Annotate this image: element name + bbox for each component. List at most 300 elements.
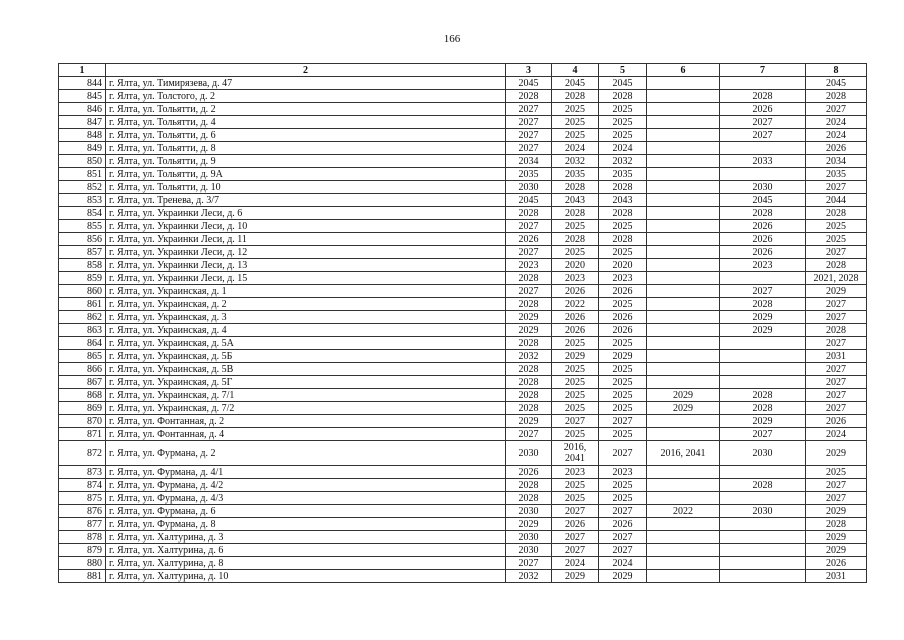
address-cell: г. Ялта, ул. Украинки Леси, д. 11 bbox=[106, 233, 506, 246]
col4-cell: 2043 bbox=[552, 194, 599, 207]
address-cell: г. Ялта, ул. Украинская, д. 3 bbox=[106, 311, 506, 324]
col8-cell: 2027 bbox=[806, 402, 867, 415]
col3-cell: 2027 bbox=[506, 285, 552, 298]
row-number-cell: 851 bbox=[59, 168, 106, 181]
col7-cell bbox=[720, 531, 806, 544]
col7-cell: 2028 bbox=[720, 389, 806, 402]
col8-cell: 2029 bbox=[806, 531, 867, 544]
col3-cell: 2027 bbox=[506, 428, 552, 441]
col5-cell: 2028 bbox=[599, 233, 647, 246]
row-number-cell: 848 bbox=[59, 129, 106, 142]
col5-cell: 2028 bbox=[599, 90, 647, 103]
col3-cell: 2032 bbox=[506, 350, 552, 363]
col4-cell: 2029 bbox=[552, 350, 599, 363]
col4-cell: 2026 bbox=[552, 285, 599, 298]
col7-cell bbox=[720, 337, 806, 350]
col4-cell: 2016, 2041 bbox=[552, 441, 599, 466]
col8-cell: 2028 bbox=[806, 324, 867, 337]
table-row bbox=[59, 168, 867, 181]
col5-cell: 2027 bbox=[599, 505, 647, 518]
address-cell: г. Ялта, ул. Украинская, д. 7/1 bbox=[106, 389, 506, 402]
address-cell: г. Ялта, ул. Фурмана, д. 4/1 bbox=[106, 466, 506, 479]
col3-cell: 2032 bbox=[506, 570, 552, 583]
col6-cell bbox=[647, 518, 720, 531]
address-cell: г. Ялта, ул. Тольятти, д. 9 bbox=[106, 155, 506, 168]
address-cell: г. Ялта, ул. Украинки Леси, д. 6 bbox=[106, 207, 506, 220]
col3-cell: 2028 bbox=[506, 479, 552, 492]
col8-cell: 2027 bbox=[806, 103, 867, 116]
table-row bbox=[59, 492, 867, 505]
col8-cell: 2028 bbox=[806, 259, 867, 272]
address-cell: г. Ялта, ул. Толстого, д. 2 bbox=[106, 90, 506, 103]
col4-cell: 2026 bbox=[552, 324, 599, 337]
row-number-cell: 865 bbox=[59, 350, 106, 363]
col4-cell: 2023 bbox=[552, 272, 599, 285]
col5-cell: 2024 bbox=[599, 142, 647, 155]
table-row bbox=[59, 466, 867, 479]
address-cell: г. Ялта, ул. Тольятти, д. 8 bbox=[106, 142, 506, 155]
col6-cell bbox=[647, 363, 720, 376]
col8-cell: 2024 bbox=[806, 428, 867, 441]
col6-cell bbox=[647, 544, 720, 557]
col3-cell: 2026 bbox=[506, 233, 552, 246]
col5-cell: 2025 bbox=[599, 492, 647, 505]
col6-cell bbox=[647, 285, 720, 298]
col8-cell: 2027 bbox=[806, 479, 867, 492]
col3-cell: 2028 bbox=[506, 363, 552, 376]
table-row bbox=[59, 77, 867, 90]
col8-cell: 2027 bbox=[806, 298, 867, 311]
col4-cell: 2025 bbox=[552, 428, 599, 441]
col7-cell bbox=[720, 466, 806, 479]
col6-cell bbox=[647, 129, 720, 142]
table-row bbox=[59, 298, 867, 311]
col6-cell bbox=[647, 233, 720, 246]
col4-cell: 2028 bbox=[552, 90, 599, 103]
col3-cell: 2028 bbox=[506, 90, 552, 103]
address-cell: г. Ялта, ул. Тольятти, д. 10 bbox=[106, 181, 506, 194]
table-body bbox=[59, 77, 867, 583]
col8-cell: 2044 bbox=[806, 194, 867, 207]
col3-cell: 2027 bbox=[506, 142, 552, 155]
col7-cell: 2028 bbox=[720, 402, 806, 415]
row-number-cell: 879 bbox=[59, 544, 106, 557]
col7-cell: 2027 bbox=[720, 428, 806, 441]
col7-cell: 2027 bbox=[720, 129, 806, 142]
col8-cell: 2034 bbox=[806, 155, 867, 168]
col6-cell bbox=[647, 466, 720, 479]
row-number-cell: 870 bbox=[59, 415, 106, 428]
row-number-cell: 868 bbox=[59, 389, 106, 402]
col7-cell bbox=[720, 272, 806, 285]
row-number-cell: 880 bbox=[59, 557, 106, 570]
col8-cell: 2031 bbox=[806, 570, 867, 583]
address-cell: г. Ялта, ул. Фурмана, д. 8 bbox=[106, 518, 506, 531]
col8-cell: 2029 bbox=[806, 544, 867, 557]
row-number-cell: 855 bbox=[59, 220, 106, 233]
col3-cell: 2027 bbox=[506, 103, 552, 116]
address-cell: г. Ялта, ул. Украинская, д. 5В bbox=[106, 363, 506, 376]
table-row bbox=[59, 181, 867, 194]
col4-cell: 2025 bbox=[552, 129, 599, 142]
col6-cell bbox=[647, 428, 720, 441]
col4-cell: 2026 bbox=[552, 518, 599, 531]
col6-cell bbox=[647, 168, 720, 181]
col5-cell: 2029 bbox=[599, 570, 647, 583]
row-number-cell: 852 bbox=[59, 181, 106, 194]
col5-cell: 2025 bbox=[599, 428, 647, 441]
table-row bbox=[59, 246, 867, 259]
col3-cell: 2028 bbox=[506, 376, 552, 389]
col5-cell: 2025 bbox=[599, 220, 647, 233]
col6-cell bbox=[647, 142, 720, 155]
col6-cell bbox=[647, 194, 720, 207]
col7-cell bbox=[720, 77, 806, 90]
col3-cell: 2028 bbox=[506, 389, 552, 402]
address-cell: г. Ялта, ул. Халтурина, д. 6 bbox=[106, 544, 506, 557]
col8-cell: 2028 bbox=[806, 518, 867, 531]
address-cell: г. Ялта, ул. Украинки Леси, д. 13 bbox=[106, 259, 506, 272]
col5-cell: 2029 bbox=[599, 350, 647, 363]
col8-cell: 2028 bbox=[806, 207, 867, 220]
table-row bbox=[59, 285, 867, 298]
table-row bbox=[59, 415, 867, 428]
row-number-cell: 877 bbox=[59, 518, 106, 531]
col6-cell bbox=[647, 311, 720, 324]
row-number-cell: 881 bbox=[59, 570, 106, 583]
col4-cell: 2025 bbox=[552, 492, 599, 505]
col5-cell: 2045 bbox=[599, 77, 647, 90]
col5-cell: 2025 bbox=[599, 363, 647, 376]
table-row bbox=[59, 479, 867, 492]
col8-cell: 2027 bbox=[806, 246, 867, 259]
col7-cell bbox=[720, 492, 806, 505]
row-number-cell: 878 bbox=[59, 531, 106, 544]
row-number-cell: 857 bbox=[59, 246, 106, 259]
col3-cell: 2029 bbox=[506, 415, 552, 428]
address-cell: г. Ялта, ул. Тольятти, д. 6 bbox=[106, 129, 506, 142]
row-number-cell: 860 bbox=[59, 285, 106, 298]
col4-cell: 2024 bbox=[552, 557, 599, 570]
address-cell: г. Ялта, ул. Фонтанная, д. 2 bbox=[106, 415, 506, 428]
col7-cell: 2029 bbox=[720, 311, 806, 324]
col4-cell: 2023 bbox=[552, 466, 599, 479]
address-cell: г. Ялта, ул. Фурмана, д. 4/3 bbox=[106, 492, 506, 505]
col3-cell: 2045 bbox=[506, 77, 552, 90]
col3-cell: 2030 bbox=[506, 181, 552, 194]
table-row bbox=[59, 544, 867, 557]
col7-cell: 2033 bbox=[720, 155, 806, 168]
row-number-cell: 872 bbox=[59, 441, 106, 466]
col5-cell: 2020 bbox=[599, 259, 647, 272]
col4-cell: 2025 bbox=[552, 376, 599, 389]
address-cell: г. Ялта, ул. Фонтанная, д. 4 bbox=[106, 428, 506, 441]
address-cell: г. Ялта, ул. Халтурина, д. 8 bbox=[106, 557, 506, 570]
table-row bbox=[59, 194, 867, 207]
col3-cell: 2027 bbox=[506, 220, 552, 233]
table-row bbox=[59, 402, 867, 415]
table-row bbox=[59, 363, 867, 376]
table-row bbox=[59, 441, 867, 466]
col5-cell: 2025 bbox=[599, 389, 647, 402]
col4-cell: 2025 bbox=[552, 479, 599, 492]
col7-cell bbox=[720, 544, 806, 557]
address-cell: г. Ялта, ул. Тренева, д. 3/7 bbox=[106, 194, 506, 207]
address-cell: г. Ялта, ул. Тольятти, д. 9А bbox=[106, 168, 506, 181]
col5-cell: 2025 bbox=[599, 246, 647, 259]
col7-cell bbox=[720, 168, 806, 181]
col5-cell: 2024 bbox=[599, 557, 647, 570]
address-cell: г. Ялта, ул. Халтурина, д. 10 bbox=[106, 570, 506, 583]
row-number-cell: 862 bbox=[59, 311, 106, 324]
col7-cell: 2029 bbox=[720, 415, 806, 428]
col5-cell: 2025 bbox=[599, 298, 647, 311]
address-cell: г. Ялта, ул. Украинки Леси, д. 12 bbox=[106, 246, 506, 259]
col4-cell: 2035 bbox=[552, 168, 599, 181]
table-row bbox=[59, 570, 867, 583]
col4-cell: 2029 bbox=[552, 570, 599, 583]
row-number-cell: 854 bbox=[59, 207, 106, 220]
col4-cell: 2022 bbox=[552, 298, 599, 311]
col4-cell: 2025 bbox=[552, 337, 599, 350]
col5-cell: 2027 bbox=[599, 544, 647, 557]
col4-cell: 2025 bbox=[552, 363, 599, 376]
col3-cell: 2028 bbox=[506, 207, 552, 220]
col5-cell: 2025 bbox=[599, 103, 647, 116]
col3-cell: 2027 bbox=[506, 557, 552, 570]
table-row bbox=[59, 389, 867, 402]
col7-cell bbox=[720, 518, 806, 531]
col6-cell bbox=[647, 181, 720, 194]
col7-cell: 2028 bbox=[720, 90, 806, 103]
col5-cell: 2027 bbox=[599, 441, 647, 466]
table-row bbox=[59, 531, 867, 544]
table-row bbox=[59, 557, 867, 570]
address-cell: г. Ялта, ул. Украинская, д. 1 bbox=[106, 285, 506, 298]
row-number-cell: 845 bbox=[59, 90, 106, 103]
col4-cell: 2028 bbox=[552, 233, 599, 246]
col4-cell: 2025 bbox=[552, 103, 599, 116]
col6-cell: 2016, 2041 bbox=[647, 441, 720, 466]
col5-cell: 2025 bbox=[599, 479, 647, 492]
address-cell: г. Ялта, ул. Фурмана, д. 4/2 bbox=[106, 479, 506, 492]
col6-cell: 2029 bbox=[647, 402, 720, 415]
col6-cell: 2022 bbox=[647, 505, 720, 518]
col8-cell: 2027 bbox=[806, 389, 867, 402]
col4-cell: 2025 bbox=[552, 389, 599, 402]
col8-cell: 2029 bbox=[806, 441, 867, 466]
col3-cell: 2028 bbox=[506, 492, 552, 505]
header-cell: 5 bbox=[599, 64, 647, 77]
col5-cell: 2026 bbox=[599, 324, 647, 337]
address-cell: г. Ялта, ул. Украинская, д. 2 bbox=[106, 298, 506, 311]
col7-cell: 2028 bbox=[720, 207, 806, 220]
col3-cell: 2028 bbox=[506, 298, 552, 311]
row-number-cell: 861 bbox=[59, 298, 106, 311]
col7-cell: 2028 bbox=[720, 298, 806, 311]
header-cell: 6 bbox=[647, 64, 720, 77]
col4-cell: 2027 bbox=[552, 505, 599, 518]
address-cell: г. Ялта, ул. Украинская, д. 4 bbox=[106, 324, 506, 337]
page-number: 166 bbox=[443, 33, 461, 45]
col6-cell bbox=[647, 90, 720, 103]
table-row bbox=[59, 505, 867, 518]
table-row bbox=[59, 155, 867, 168]
col6-cell bbox=[647, 77, 720, 90]
col5-cell: 2023 bbox=[599, 466, 647, 479]
table-row bbox=[59, 116, 867, 129]
header-cell: 2 bbox=[106, 64, 506, 77]
col3-cell: 2028 bbox=[506, 337, 552, 350]
col6-cell bbox=[647, 220, 720, 233]
header-cell: 7 bbox=[720, 64, 806, 77]
col8-cell: 2027 bbox=[806, 311, 867, 324]
col5-cell: 2026 bbox=[599, 311, 647, 324]
address-cell: г. Ялта, ул. Украинская, д. 5Б bbox=[106, 350, 506, 363]
col3-cell: 2029 bbox=[506, 518, 552, 531]
col4-cell: 2025 bbox=[552, 220, 599, 233]
col5-cell: 2023 bbox=[599, 272, 647, 285]
col7-cell: 2026 bbox=[720, 103, 806, 116]
row-number-cell: 844 bbox=[59, 77, 106, 90]
col7-cell: 2026 bbox=[720, 246, 806, 259]
col7-cell: 2030 bbox=[720, 505, 806, 518]
row-number-cell: 875 bbox=[59, 492, 106, 505]
col8-cell: 2045 bbox=[806, 77, 867, 90]
col3-cell: 2030 bbox=[506, 505, 552, 518]
address-cell: г. Ялта, ул. Халтурина, д. 3 bbox=[106, 531, 506, 544]
address-cell: г. Ялта, ул. Фурмана, д. 6 bbox=[106, 505, 506, 518]
col4-cell: 2027 bbox=[552, 544, 599, 557]
col7-cell: 2026 bbox=[720, 233, 806, 246]
col5-cell: 2025 bbox=[599, 116, 647, 129]
address-cell: г. Ялта, ул. Украинская, д. 5А bbox=[106, 337, 506, 350]
col4-cell: 2025 bbox=[552, 116, 599, 129]
col5-cell: 2035 bbox=[599, 168, 647, 181]
col4-cell: 2025 bbox=[552, 402, 599, 415]
col5-cell: 2026 bbox=[599, 518, 647, 531]
header-cell: 3 bbox=[506, 64, 552, 77]
col5-cell: 2043 bbox=[599, 194, 647, 207]
col7-cell bbox=[720, 570, 806, 583]
col3-cell: 2030 bbox=[506, 544, 552, 557]
row-number-cell: 859 bbox=[59, 272, 106, 285]
row-number-cell: 858 bbox=[59, 259, 106, 272]
col8-cell: 2026 bbox=[806, 415, 867, 428]
row-number-cell: 856 bbox=[59, 233, 106, 246]
address-cell: г. Ялта, ул. Тимирязева, д. 47 bbox=[106, 77, 506, 90]
col7-cell: 2029 bbox=[720, 324, 806, 337]
col8-cell: 2024 bbox=[806, 129, 867, 142]
col7-cell: 2026 bbox=[720, 220, 806, 233]
table-row bbox=[59, 142, 867, 155]
col6-cell bbox=[647, 103, 720, 116]
col7-cell bbox=[720, 557, 806, 570]
col6-cell bbox=[647, 116, 720, 129]
table-row bbox=[59, 324, 867, 337]
col5-cell: 2032 bbox=[599, 155, 647, 168]
col3-cell: 2029 bbox=[506, 324, 552, 337]
col6-cell bbox=[647, 298, 720, 311]
col3-cell: 2027 bbox=[506, 129, 552, 142]
row-number-cell: 866 bbox=[59, 363, 106, 376]
register-table bbox=[58, 63, 867, 583]
table-row bbox=[59, 207, 867, 220]
table-row bbox=[59, 129, 867, 142]
col3-cell: 2023 bbox=[506, 259, 552, 272]
header-cell: 8 bbox=[806, 64, 867, 77]
col8-cell: 2021, 2028 bbox=[806, 272, 867, 285]
col7-cell: 2030 bbox=[720, 181, 806, 194]
col8-cell: 2026 bbox=[806, 557, 867, 570]
table-row bbox=[59, 103, 867, 116]
col8-cell: 2029 bbox=[806, 285, 867, 298]
address-cell: г. Ялта, ул. Тольятти, д. 4 bbox=[106, 116, 506, 129]
col8-cell: 2025 bbox=[806, 220, 867, 233]
col8-cell: 2035 bbox=[806, 168, 867, 181]
table-row bbox=[59, 233, 867, 246]
col4-cell: 2024 bbox=[552, 142, 599, 155]
col6-cell bbox=[647, 415, 720, 428]
col8-cell: 2031 bbox=[806, 350, 867, 363]
col6-cell bbox=[647, 531, 720, 544]
col6-cell bbox=[647, 246, 720, 259]
row-number-cell: 873 bbox=[59, 466, 106, 479]
col4-cell: 2027 bbox=[552, 415, 599, 428]
table-row bbox=[59, 428, 867, 441]
col7-cell: 2027 bbox=[720, 285, 806, 298]
col8-cell: 2027 bbox=[806, 492, 867, 505]
table-row bbox=[59, 518, 867, 531]
col3-cell: 2029 bbox=[506, 311, 552, 324]
col4-cell: 2025 bbox=[552, 246, 599, 259]
table-row bbox=[59, 337, 867, 350]
col6-cell bbox=[647, 207, 720, 220]
address-cell: г. Ялта, ул. Украинки Леси, д. 15 bbox=[106, 272, 506, 285]
col7-cell bbox=[720, 376, 806, 389]
col7-cell: 2023 bbox=[720, 259, 806, 272]
col8-cell: 2029 bbox=[806, 505, 867, 518]
col5-cell: 2026 bbox=[599, 285, 647, 298]
address-cell: г. Ялта, ул. Украинская, д. 7/2 bbox=[106, 402, 506, 415]
col6-cell bbox=[647, 376, 720, 389]
row-number-cell: 864 bbox=[59, 337, 106, 350]
col8-cell: 2027 bbox=[806, 337, 867, 350]
header-cell: 4 bbox=[552, 64, 599, 77]
col8-cell: 2027 bbox=[806, 181, 867, 194]
col5-cell: 2027 bbox=[599, 415, 647, 428]
col6-cell bbox=[647, 337, 720, 350]
col6-cell bbox=[647, 272, 720, 285]
col4-cell: 2028 bbox=[552, 181, 599, 194]
col3-cell: 2027 bbox=[506, 246, 552, 259]
col7-cell bbox=[720, 142, 806, 155]
col5-cell: 2028 bbox=[599, 207, 647, 220]
col3-cell: 2028 bbox=[506, 402, 552, 415]
table-row bbox=[59, 220, 867, 233]
row-number-cell: 874 bbox=[59, 479, 106, 492]
address-cell: г. Ялта, ул. Украинки Леси, д. 10 bbox=[106, 220, 506, 233]
table-row bbox=[59, 376, 867, 389]
col4-cell: 2026 bbox=[552, 311, 599, 324]
row-number-cell: 869 bbox=[59, 402, 106, 415]
header-cell: 1 bbox=[59, 64, 106, 77]
col8-cell: 2028 bbox=[806, 90, 867, 103]
col8-cell: 2025 bbox=[806, 233, 867, 246]
col6-cell bbox=[647, 570, 720, 583]
col6-cell bbox=[647, 492, 720, 505]
col6-cell bbox=[647, 479, 720, 492]
